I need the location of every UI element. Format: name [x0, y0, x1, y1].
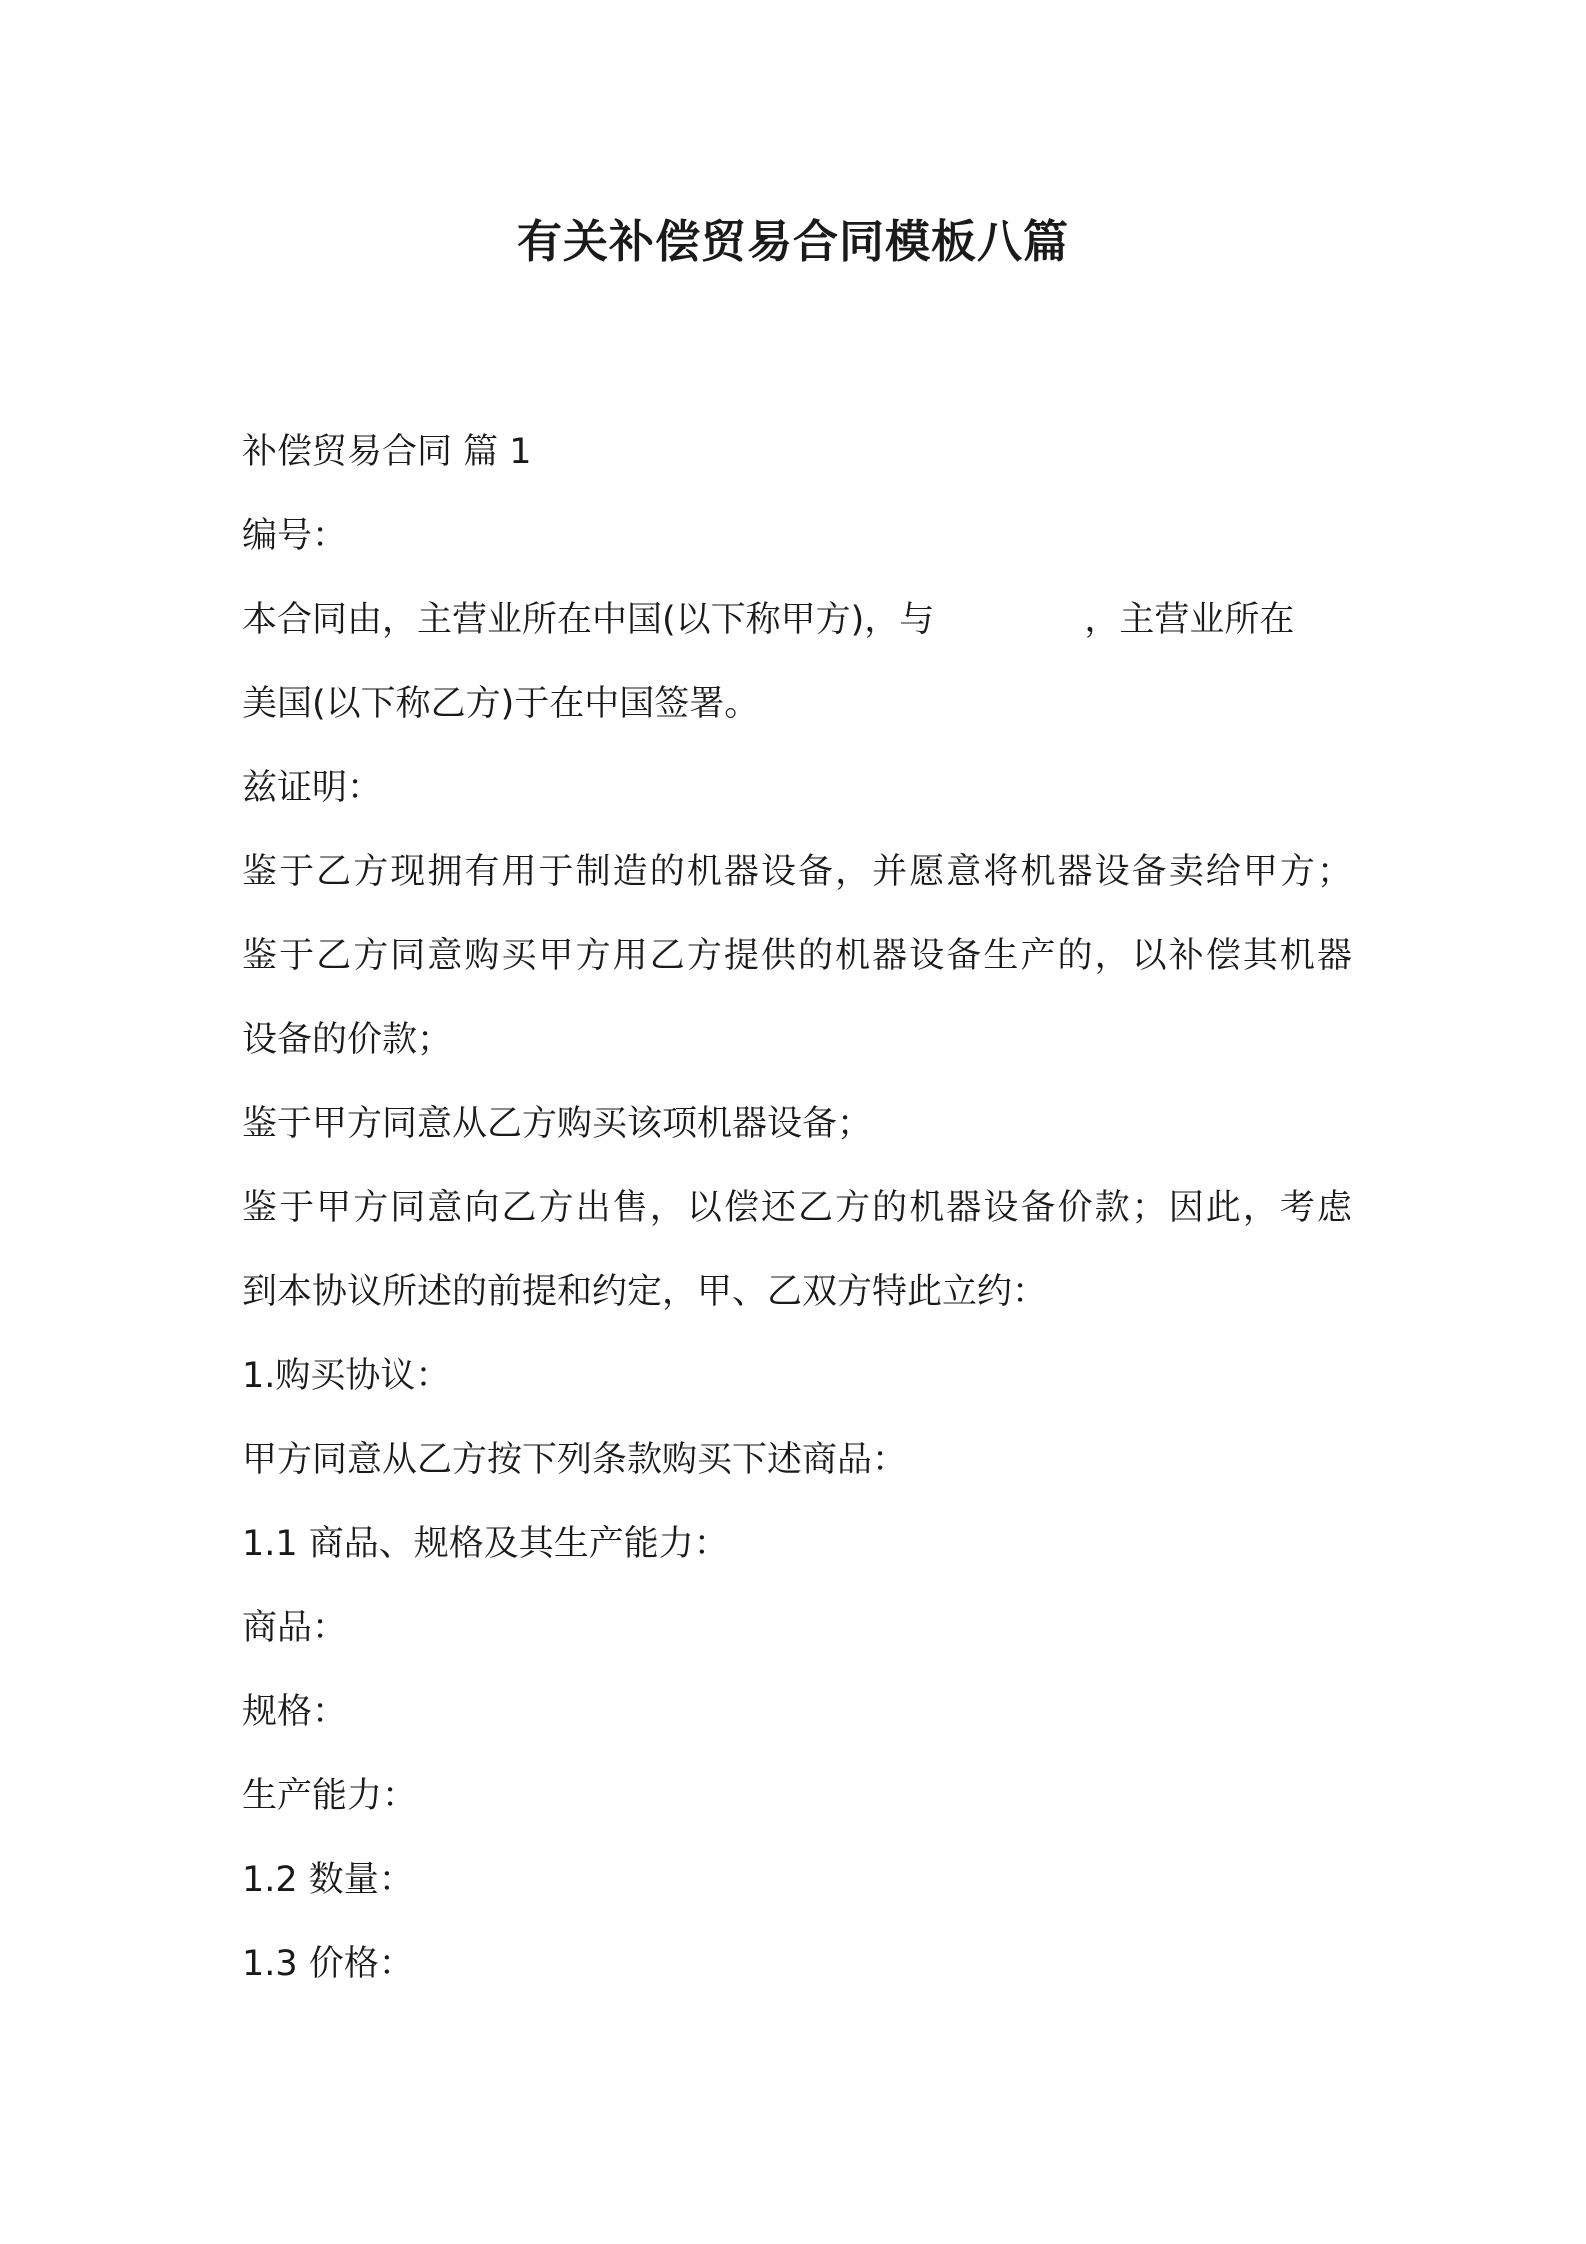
- whereas-clause-2-line-1: 鉴于乙方同意购买甲方用乙方提供的机器设备生产的，以补偿其机器: [242, 936, 1352, 976]
- intro-line-2: 美国(以下称乙方)于在中国签署。: [242, 684, 760, 724]
- goods-field-label: 商品：: [242, 1608, 348, 1648]
- witness-line: 兹证明：: [242, 768, 383, 808]
- clause-1-3-price: 1.3 价格：: [242, 1944, 414, 1984]
- whereas-clause-2-line-2: 设备的价款；: [242, 1020, 453, 1060]
- intro-line-1: [242, 578, 1352, 662]
- whereas-clause-3: 鉴于甲方同意从乙方购买该项机器设备；: [242, 1104, 873, 1144]
- intro-text-part-2: ，主营业所在: [1084, 600, 1295, 640]
- clause-1-1-heading: 1.1 商品、规格及其生产能力：: [242, 1524, 729, 1564]
- capacity-field-label: 生产能力：: [242, 1776, 418, 1816]
- clause-1-2-quantity: 1.2 数量：: [242, 1860, 414, 1900]
- section-heading: 补偿贸易合同 篇 1: [242, 432, 532, 472]
- intro-text-part-1: 本合同由，主营业所在中国(以下称甲方)，与: [242, 600, 935, 640]
- document-title: 有关补偿贸易合同模板八篇: [516, 215, 1069, 268]
- document-body: [242, 410, 1352, 2006]
- contract-number-label: 编号：: [242, 516, 348, 556]
- spec-field-label: 规格：: [242, 1692, 348, 1732]
- clause-1-heading: 1.购买协议：: [242, 1356, 451, 1396]
- whereas-clause-1: 鉴于乙方现拥有用于制造的机器设备，并愿意将机器设备卖给甲方；: [242, 852, 1352, 892]
- whereas-clause-4-line-2: 到本协议所述的前提和约定，甲、乙双方特此立约：: [242, 1272, 1048, 1312]
- whereas-clause-4-line-1: 鉴于甲方同意向乙方出售，以偿还乙方的机器设备价款；因此，考虑: [242, 1188, 1352, 1228]
- clause-1-text: 甲方同意从乙方按下列条款购买下述商品：: [242, 1440, 908, 1480]
